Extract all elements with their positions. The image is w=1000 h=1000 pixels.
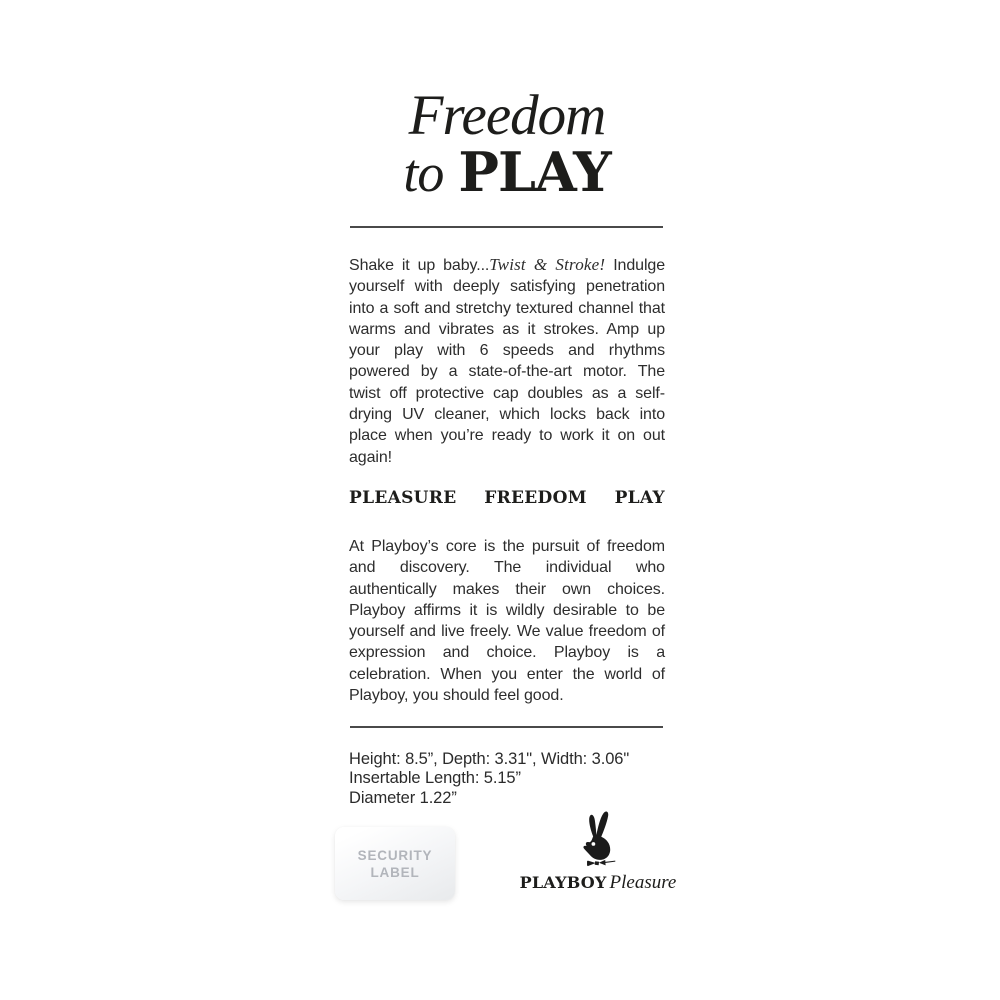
description-body: Indulge yourself with deeply satisfying penetration into a soft and stretchy textured channel that warms and vibrates as it strokes. Amp up your play with 6 speeds and rhythms powered by a state-of-the-art motor. The twist off protective cap doubles as a self-drying UV cleaner, which locks back into place when you’re ready to work it on out again! [349,257,665,466]
pillar-pleasure: PLEASURE [349,488,457,508]
logo-sub-brand: Pleasure [609,872,677,893]
title-word-to: to [403,143,444,203]
description-highlight: Twist & Stroke! [489,255,606,274]
pillar-play: PLAY [614,488,665,508]
spec-insertable-length: Insertable Length: 5.15” [349,769,521,788]
title-line-to-play [349,140,665,204]
product-specs [349,750,679,808]
security-label-line2: LABEL [370,864,420,880]
security-label [335,827,455,900]
logo-wordmark [518,872,678,894]
brand-pillars [349,488,665,508]
product-description [349,254,665,468]
title-word-freedom: Freedom [408,84,606,147]
logo-brand-name: PLAYBOY [519,873,607,892]
brand-statement: At Playboy’s core is the pursuit of freedom and discovery. The individual who authentically makes their own choices. Playboy affirms it is wildly desirable to be yourself and live freely. We value freedom of expression and choice. Playboy is a celebration. When you enter the world of Playboy, you should feel good. [349,538,665,705]
divider-top [350,226,663,228]
divider-bottom [350,726,663,728]
title-word-play: PLAY [458,140,611,204]
spec-dimensions: Height: 8.5”, Depth: 3.31", Width: 3.06" [349,750,630,768]
page-title [349,84,665,204]
spec-diameter: Diameter 1.22” [349,788,457,807]
brand-logo [518,810,678,894]
pillar-freedom: FREEDOM [484,488,587,508]
description-lead: Shake it up baby... [349,257,490,274]
playboy-bunny-icon [575,810,621,868]
security-label-line1: SECURITY [357,847,433,863]
